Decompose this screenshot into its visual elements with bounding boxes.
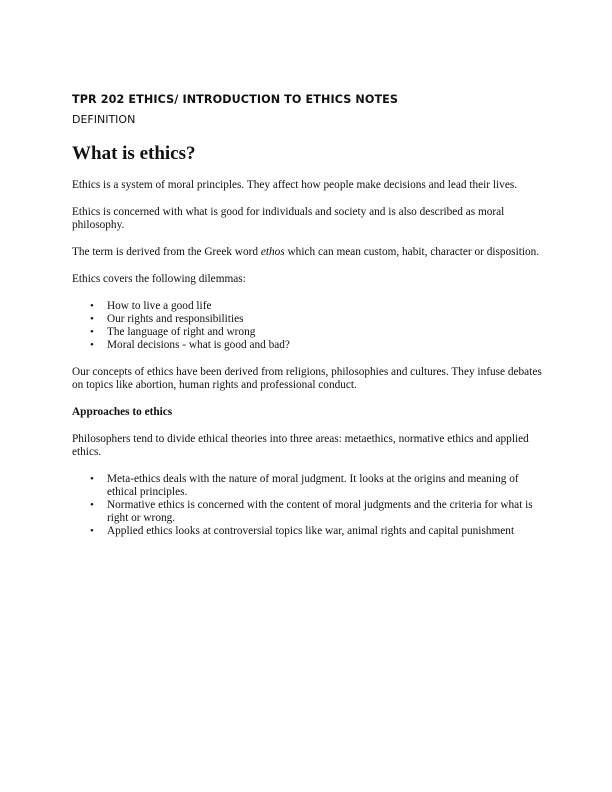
page-title: What is ethics? [72, 143, 196, 164]
paragraph-origin [72, 246, 542, 259]
list-item-text: Our rights and responsibilities [107, 313, 244, 325]
list-item-text: Moral decisions - what is good and bad? [107, 339, 290, 351]
list-item [90, 326, 542, 339]
list-item [90, 473, 542, 499]
list-item-text: Applied ethics looks at controversial topics like war, animal rights and capital punishment [107, 525, 515, 537]
list-item [90, 499, 542, 525]
bullet-icon: • [90, 525, 94, 537]
list-item-text: How to live a good life [107, 300, 212, 312]
paragraph-moral-philosophy: Ethics is concerned with what is good for individuals and society and is also described as moral philosophy. [72, 206, 505, 231]
approaches-list [72, 473, 542, 538]
dilemmas-list [72, 300, 542, 352]
list-item-text: Normative ethics is concerned with the content of moral judgments and the criteria for what is right or wrong. [107, 499, 533, 524]
section-label: DEFINITION [72, 113, 136, 126]
list-item [90, 313, 542, 326]
list-item [90, 525, 542, 538]
list-item [90, 339, 542, 352]
list-item-text: Meta-ethics deals with the nature of moral judgment. It looks at the origins and meaning of ethical principles. [107, 473, 519, 498]
list-item [90, 300, 542, 313]
bullet-icon: • [90, 326, 94, 338]
origin-italic-word: ethos [260, 246, 285, 258]
paragraph-approaches-intro: Philosophers tend to divide ethical theories into three areas: metaethics, normative ethics and applied ethics. [72, 433, 529, 458]
origin-text-before: The term is derived from the Greek word [72, 246, 261, 258]
paragraph-dilemmas-intro: Ethics covers the following dilemmas: [72, 273, 246, 285]
bullet-icon: • [90, 339, 94, 351]
bullet-icon: • [90, 313, 94, 325]
list-item-text: The language of right and wrong [107, 326, 256, 338]
paragraph-definition: Ethics is a system of moral principles. They affect how people make decisions and lead their lives. [72, 179, 518, 191]
paragraph-concepts: Our concepts of ethics have been derived from religions, philosophies and cultures. They infuse debates on topics like abortion, human rights and professional conduct. [72, 366, 542, 391]
approaches-heading: Approaches to ethics [72, 406, 173, 418]
course-title: TPR 202 ETHICS/ INTRODUCTION TO ETHICS NOTES [72, 93, 399, 106]
document-page [72, 92, 542, 552]
bullet-icon: • [90, 300, 94, 312]
bullet-icon: • [90, 473, 94, 485]
origin-text-after: which can mean custom, habit, character or disposition. [284, 246, 540, 258]
bullet-icon: • [90, 499, 94, 511]
